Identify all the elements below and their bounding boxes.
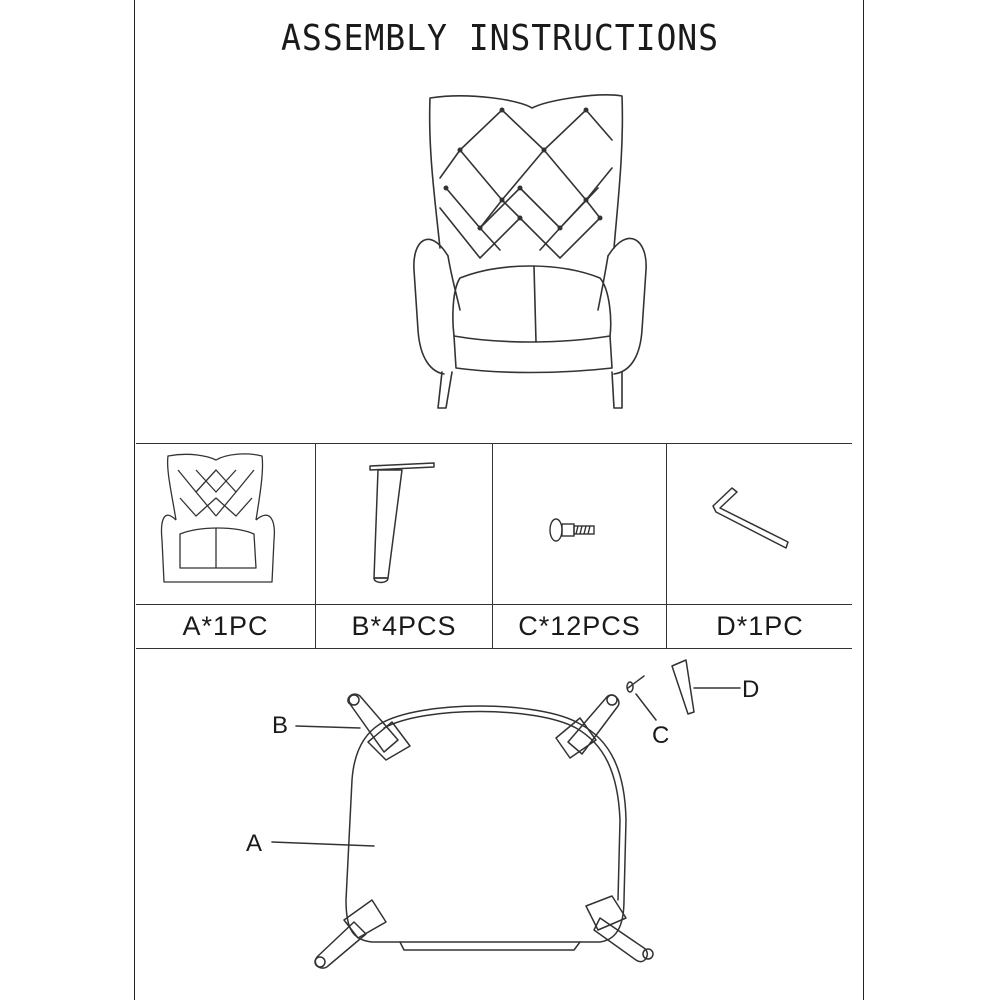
callout-a: A: [246, 830, 263, 857]
page-title: ASSEMBLY INSTRUCTIONS: [280, 18, 720, 59]
part-label-a: A*1PC: [182, 611, 269, 641]
callout-d: D: [742, 676, 760, 703]
parts-table-mid-border: [136, 604, 852, 605]
callout-c: C: [652, 722, 670, 749]
part-label-c: C*12PCS: [518, 611, 641, 641]
callout-b: B: [272, 712, 289, 739]
part-label-d: D*1PC: [716, 611, 804, 641]
parts-table-top-border: [136, 443, 852, 444]
parts-table-bottom-border: [136, 648, 852, 649]
instruction-sheet: [134, 0, 864, 1000]
part-label-b: B*4PCS: [351, 611, 457, 641]
